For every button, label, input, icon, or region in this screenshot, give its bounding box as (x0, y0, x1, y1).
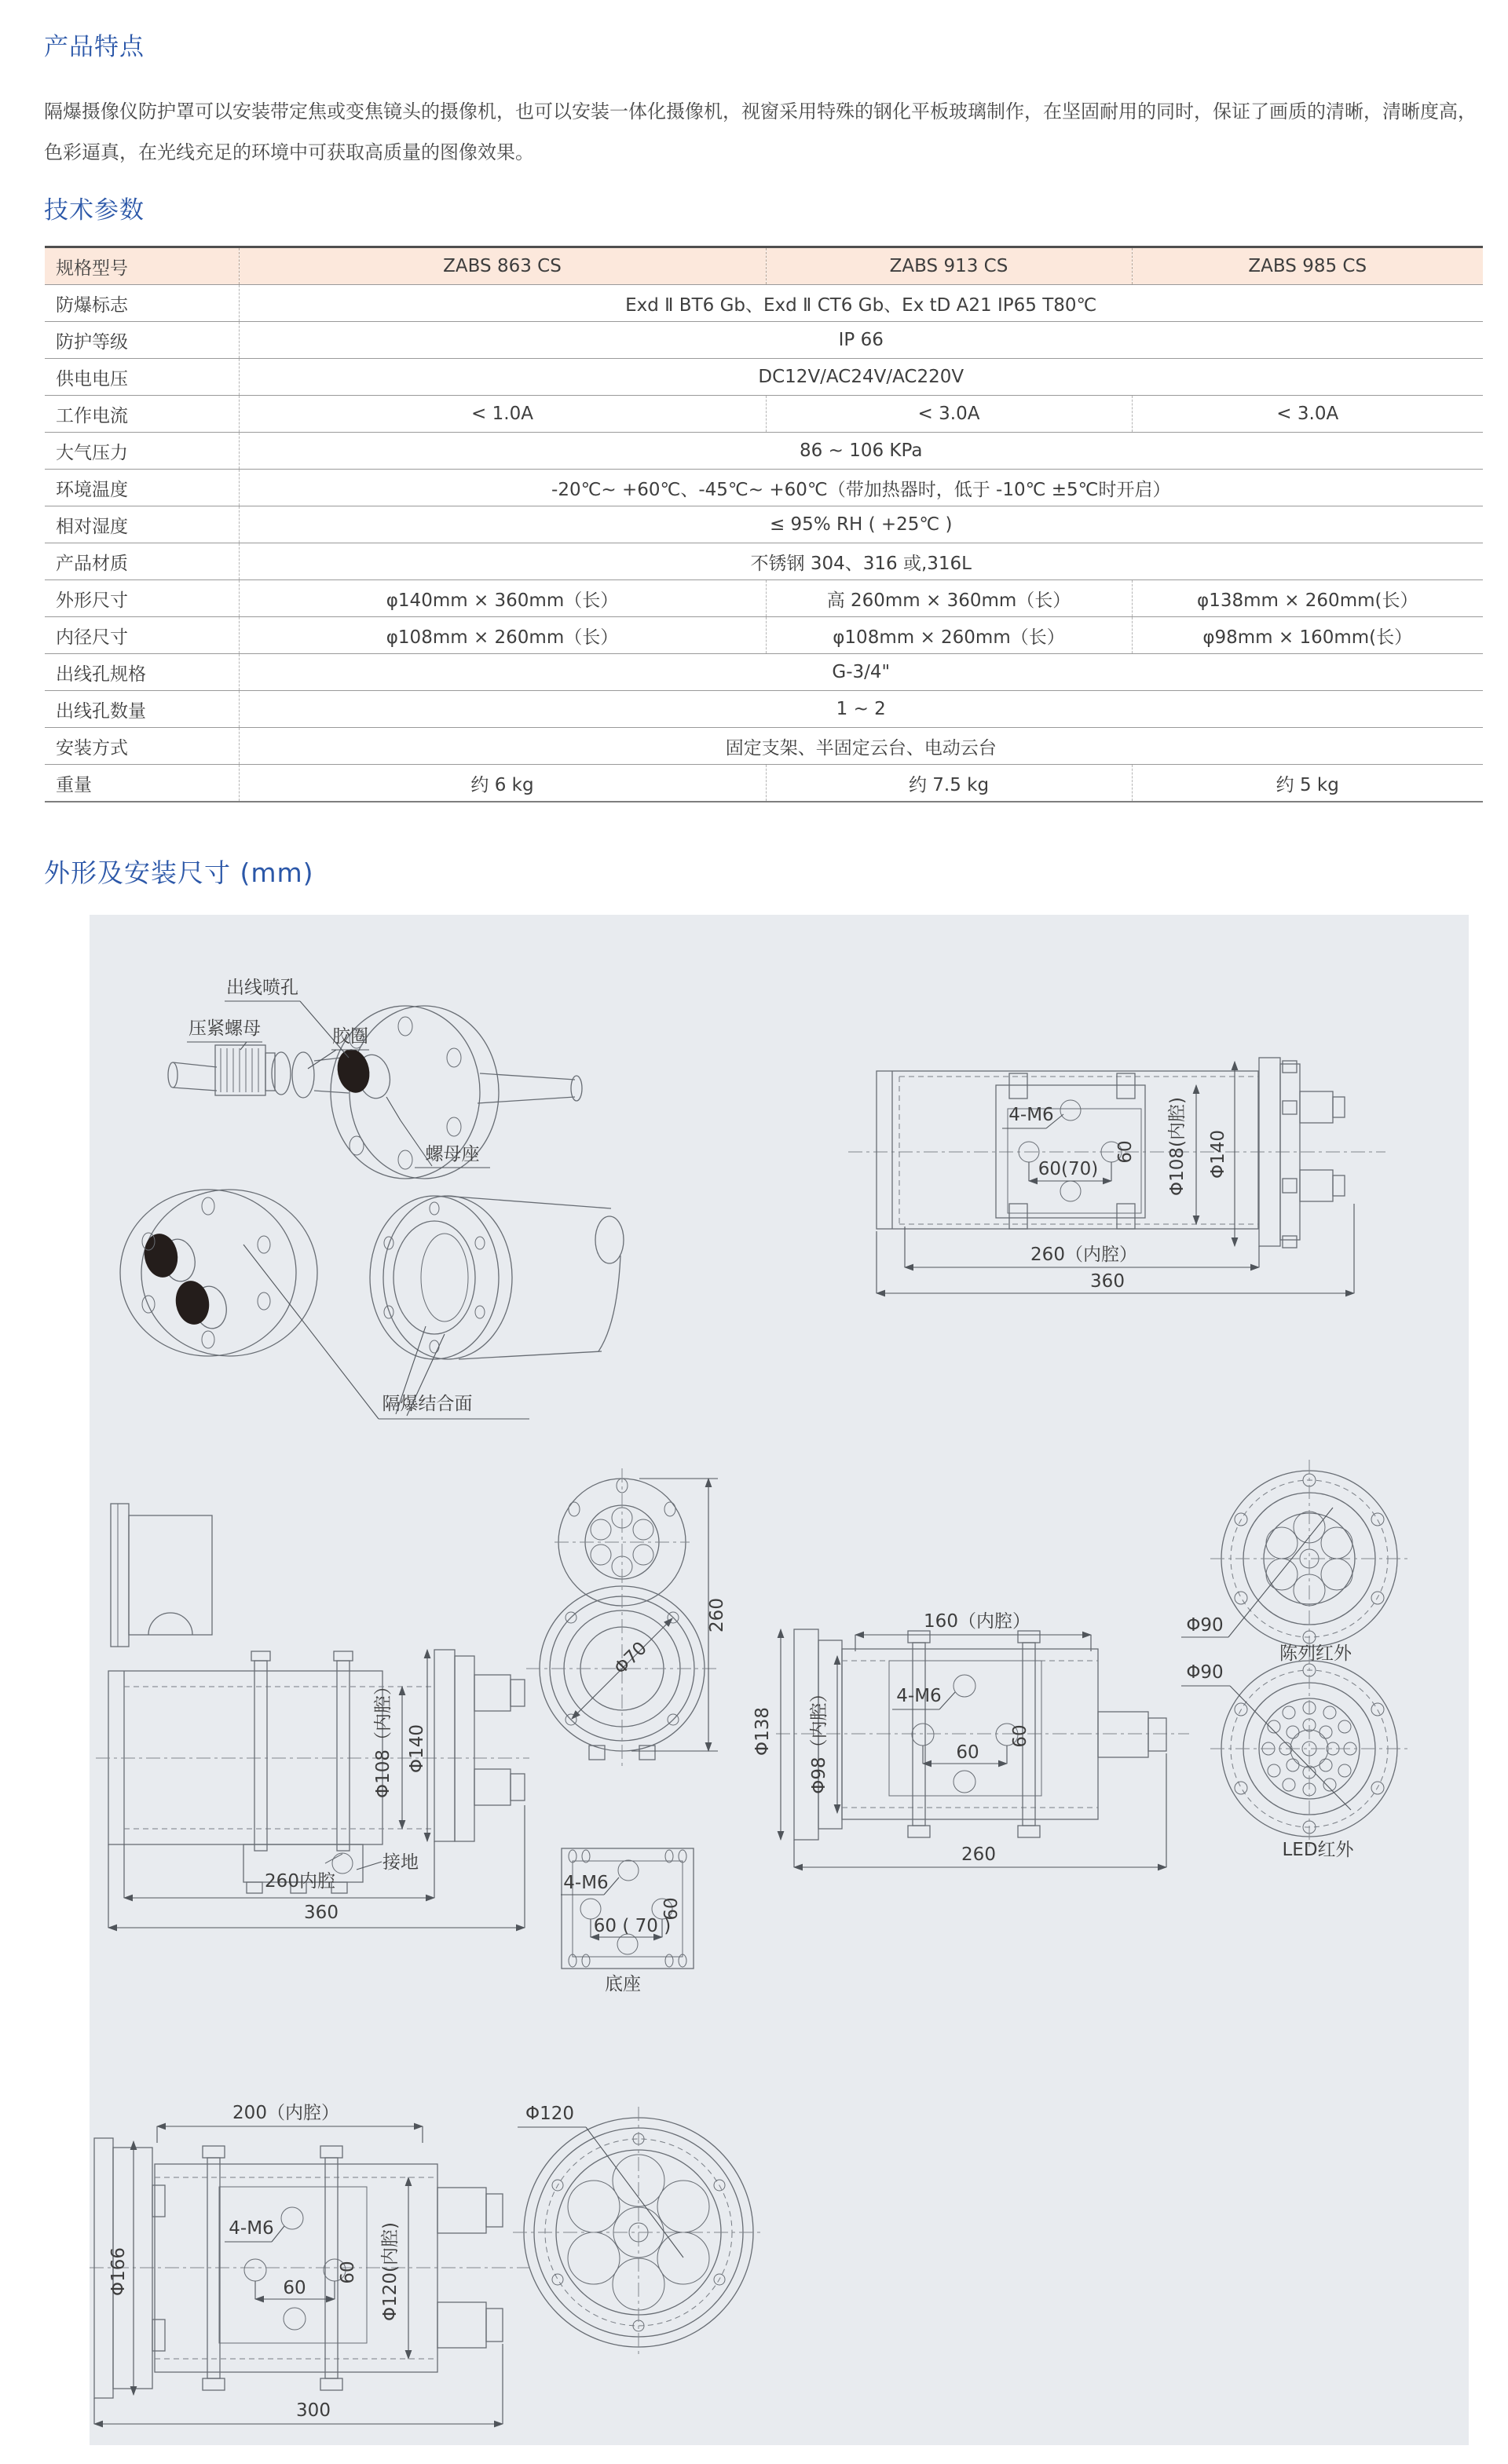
spec-value-cell: DC12V/AC24V/AC220V (239, 359, 1483, 396)
table-row (45, 285, 1483, 322)
base-bolts-label: 4-M6 (563, 1873, 609, 1893)
spec-label-cell: 供电电压 (56, 368, 128, 389)
d8-bolts-label: 4-M6 (229, 2218, 274, 2239)
base-spacing-v: 60 (661, 1897, 682, 1921)
d4-outer-dia: Φ140 (407, 1724, 427, 1774)
d6-outer-dia: Φ138 (752, 1706, 773, 1757)
header-model: 规格型号 (56, 258, 128, 279)
spec-value-cell: < 1.0A (239, 396, 766, 433)
table-row (45, 506, 1483, 543)
led-ir-label: LED红外 (1282, 1840, 1354, 1860)
table-row (45, 580, 1483, 617)
spec-label-cell: 安装方式 (56, 737, 128, 759)
dimension-drawings (90, 915, 1469, 2445)
d5-height: 260 (707, 1598, 727, 1632)
d8-inner-len: 200（内腔） (232, 2103, 339, 2123)
d5-window-dia: Φ70 (610, 1638, 651, 1679)
spec-label-cell: 防护等级 (56, 331, 128, 353)
header-zabs863: ZABS 863 CS (239, 247, 766, 285)
spec-value-cell: 不锈钢 304、316 或,316L (239, 543, 1483, 580)
spec-value-cell: IP 66 (239, 322, 1483, 359)
outlet-hole-label: 出线喷孔 (226, 978, 298, 998)
d2-bolts-label: 4-M6 (1008, 1105, 1054, 1125)
drawing-flameproof-joint (120, 1190, 624, 1419)
d2-inner-len: 260（内腔） (1030, 1245, 1137, 1265)
spec-value-cell: 约 6 kg (239, 765, 766, 802)
table-row (45, 433, 1483, 470)
array-ir-dia: Φ90 (1186, 1615, 1224, 1636)
drawing-zabs863-mounted (96, 1504, 529, 1928)
spec-label-cell: 产品材质 (56, 553, 128, 574)
d4-inner-dia: Φ108（内腔） (373, 1676, 393, 1799)
d6-spacing-h: 60 (956, 1742, 979, 1763)
d8-inner-dia: Φ120(内腔) (380, 2222, 401, 2321)
drawing-zabs863-side (848, 1058, 1385, 1293)
table-row (45, 359, 1483, 396)
d8-spacing-h: 60 (283, 2278, 306, 2298)
d6-inner-len: 160（内腔） (924, 1611, 1030, 1632)
d2-outer-dia: Φ140 (1208, 1129, 1228, 1179)
d4-inner-len: 260内腔 (265, 1871, 335, 1892)
table-header-row (45, 247, 1483, 285)
spec-label-cell: 大气压力 (56, 442, 128, 463)
d2-inner-dia: Φ108(内腔) (1167, 1097, 1188, 1196)
header-zabs985: ZABS 985 CS (1132, 247, 1483, 285)
spec-value-cell: < 3.0A (766, 396, 1132, 433)
lock-nut-label: 压紧螺母 (188, 1018, 261, 1039)
header-zabs913: ZABS 913 CS (766, 247, 1132, 285)
d2-spacing-v: 60 (1115, 1140, 1136, 1164)
table-row (45, 322, 1483, 359)
drawing-zabs913-side (90, 2103, 529, 2424)
d8-total-len: 300 (296, 2400, 331, 2421)
spec-label-cell: 内径尺寸 (56, 627, 128, 648)
d6-total-len: 260 (961, 1844, 996, 1865)
d6-inner-dia: Φ98（内腔） (809, 1684, 829, 1794)
drawing-flange-view (513, 2104, 764, 2358)
spec-label-cell: 防爆标志 (56, 294, 128, 316)
d2-total-len: 360 (1090, 1271, 1125, 1292)
drawing-front-view (526, 1468, 727, 1994)
d9-dia: Φ120 (525, 2104, 575, 2124)
d6-spacing-v: 60 (1010, 1724, 1030, 1748)
d8-flange-dia: Φ166 (108, 2246, 129, 2297)
table-row (45, 396, 1483, 433)
spec-value-cell: 约 5 kg (1132, 765, 1483, 802)
spec-value-cell: 1 ~ 2 (239, 691, 1483, 728)
d8-spacing-v: 60 (338, 2261, 358, 2284)
table-row (45, 543, 1483, 580)
table-row (45, 470, 1483, 506)
spec-value-cell: 约 7.5 kg (766, 765, 1132, 802)
spec-value-cell: 86 ~ 106 KPa (239, 433, 1483, 470)
drawing-zabs985-side (752, 1611, 1189, 1867)
spec-value-cell: 固定支架、半固定云台、电动云台 (239, 728, 1483, 765)
spec-value-cell: φ138mm × 260mm(长） (1132, 580, 1483, 617)
table-row (45, 691, 1483, 728)
features-paragraph: 隔爆摄像仪防护罩可以安装带定焦或变焦镜头的摄像机，也可以安装一体化摄像机，视窗采用特殊的钢化平板玻璃制作，在坚固耐用的同时，保证了画质的清晰，清晰度高，色彩逼真，在光线充足的环境中可获取高质量的图像效果。 (44, 101, 1477, 163)
spec-value-cell: Exd Ⅱ BT6 Gb、Exd Ⅱ CT6 Gb、Ex tD A21 IP65 T80℃ (239, 285, 1483, 322)
led-ir-dia: Φ90 (1186, 1662, 1224, 1683)
drawing-cable-gland (168, 978, 582, 1179)
spec-value-cell: 高 260mm × 360mm（长） (766, 580, 1132, 617)
drawing-ir-views (1181, 1460, 1408, 1860)
d2-spacing-h: 60(70) (1038, 1159, 1099, 1179)
spec-value-cell: φ108mm × 260mm（长） (239, 617, 766, 654)
table-row (45, 765, 1483, 802)
spec-label-cell: 工作电流 (56, 405, 128, 426)
spec-value-cell: φ140mm × 360mm（长） (239, 580, 766, 617)
base-name-label: 底座 (605, 1974, 641, 1994)
specs-heading: 技术参数 (44, 196, 145, 225)
table-row (45, 654, 1483, 691)
spec-value-cell: -20℃~ +60℃、-45℃~ +60℃（带加热器时，低于 -10℃ ±5℃时开启） (239, 470, 1483, 506)
spec-value-cell: G-3/4" (239, 654, 1483, 691)
spec-table (45, 246, 1483, 802)
dimension-drawings-panel (90, 915, 1469, 2445)
spec-label-cell: 重量 (56, 774, 92, 795)
spec-value-cell: < 3.0A (1132, 396, 1483, 433)
features-heading: 产品特点 (44, 33, 145, 61)
d4-total-len: 360 (304, 1903, 339, 1923)
d4-ground-label: 接地 (382, 1852, 419, 1873)
spec-value-cell: ≤ 95% RH ( +25℃ ) (239, 506, 1483, 543)
table-row (45, 728, 1483, 765)
nut-seat-label: 螺母座 (425, 1144, 480, 1164)
rubber-ring-label: 胶圈 (332, 1026, 368, 1047)
d6-bolts-label: 4-M6 (896, 1686, 942, 1706)
spec-label-cell: 出线孔规格 (56, 664, 146, 685)
joint-label: 隔爆结合面 (382, 1394, 473, 1414)
spec-label-cell: 外形尺寸 (56, 590, 128, 611)
spec-value-cell: φ108mm × 260mm（长） (766, 617, 1132, 654)
dimensions-heading: 外形及安装尺寸 (mm) (44, 857, 314, 888)
table-row (45, 617, 1483, 654)
base-spacing-h: 60 ( 70 ) (593, 1916, 672, 1936)
array-ir-label: 陈列红外 (1279, 1643, 1352, 1664)
spec-label-cell: 相对湿度 (56, 516, 128, 537)
spec-label-cell: 环境温度 (56, 479, 128, 500)
spec-value-cell: φ98mm × 160mm(长） (1132, 617, 1483, 654)
spec-label-cell: 出线孔数量 (56, 700, 146, 722)
